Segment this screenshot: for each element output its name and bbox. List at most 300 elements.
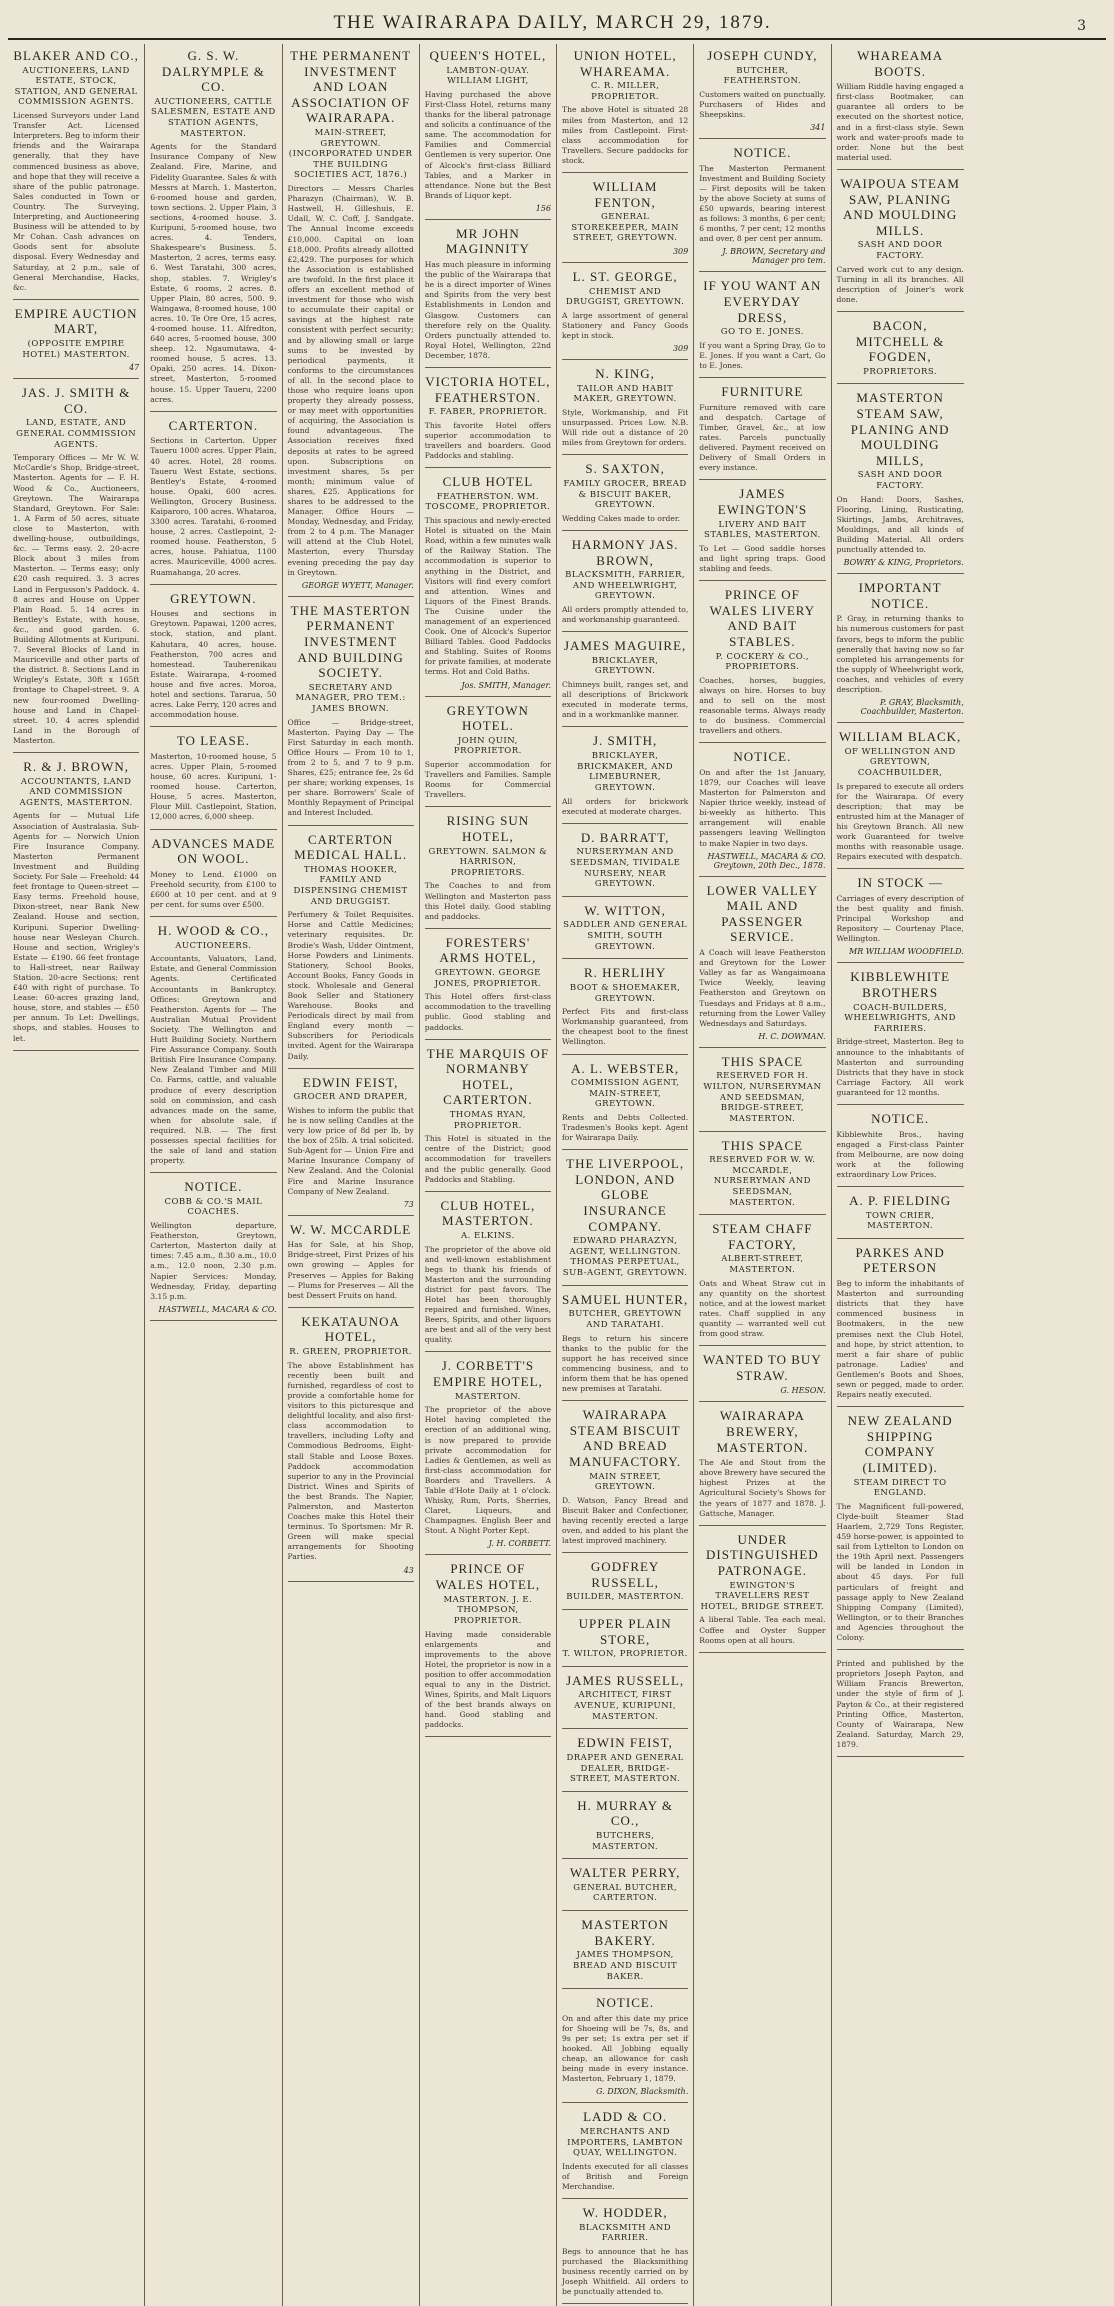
ad-body: Coaches, horses, buggies, always on hire. Horses to buy and to sell on the most reasonable terms. Always ready to do business. Commercial travellers and others.	[699, 675, 826, 736]
advertisement	[425, 809, 551, 928]
ad-heading: NOTICE.	[596, 1995, 655, 2011]
advertisement	[562, 2201, 688, 2304]
ad-subheading: BUTCHER, GREYTOWN AND TARATAHI.	[568, 1309, 682, 1330]
ad-subheading: OF WELLINGTON AND GREYTOWN, COACHBUILDER,	[844, 746, 956, 778]
page-title: THE WAIRARAPA DAILY, MARCH 29, 1879.	[333, 12, 772, 33]
advertisement	[562, 1669, 688, 1729]
ad-heading: A. P. FIELDING	[849, 1193, 952, 1209]
ad-subheading: A. ELKINS.	[460, 1230, 515, 1241]
ad-subheading: F. FABER, PROPRIETOR.	[428, 407, 548, 418]
advertisement	[562, 1057, 688, 1151]
advertisement	[562, 961, 688, 1054]
advertisement	[562, 826, 688, 897]
ad-body: Money to Lend. £1000 on Freehold security, from £100 to £600 at 10 per cent. and at 9 per cent. for sums over £500.	[150, 869, 277, 909]
advertisement	[425, 222, 551, 368]
ad-body: The Coaches to and from Wellington and Masterton pass this Hotel daily. Good stabling and paddocks.	[424, 881, 551, 921]
ad-heading: S. SAXTON,	[585, 461, 665, 477]
ad-body: Begs to announce that he has purchased the Blacksmithing business recently carried on by Joseph Whitfield. All orders to be punctually attended to.	[562, 2246, 689, 2297]
advertisement	[562, 44, 688, 173]
ad-body: On Hand: Doors, Sashes, Flooring, Lining, Rusticating, Skirtings, Jambs, Architraves, Mouldings, and all kinds of Building Material. All orders punctually attended to.	[836, 494, 964, 555]
advertisement	[699, 141, 825, 272]
ad-body: Agents for the Standard Insurance Company of New Zealand. Fire, Marine, and Fidelity Guarantee. Sales & with Messrs at March. 1. Masterton, 6-roomed house and garden, town sections. 2. Upper Plain, 3 sections, 4-roomed house. 3. Kuripuni, 5-roomed house, two acres. 4. Tenders, Shakespeare's Business. 5. Masterton, 2 acres, terms easy. 6. West Taratahi, 300 acres, shop, stables. 7. Wrigley's Estate, 6 rooms, 2 acres. 8. Upper Plain, 80 acres, 500. 9. Waingawa, 8-roomed house, 100 acres. 10. Te Ore Ore, 15 acres, 4-roomed house. 11. Alfredton, 640 acres, 5-roomed house, 300 sheep. 12. Ngaumutawa, 4-roomed house, 5 acres. 13. Opaki, 250 acres. 14. Dixon-street, Masterton, 5-roomed house. 15. Upper Taueru, 2200 acres.	[150, 142, 277, 404]
advertisement	[699, 380, 825, 480]
ad-subheading: MAIN-STREET, GREYTOWN. (INCORPORATED UNDER THE BUILDING SOCIETIES ACT, 1876.)	[288, 127, 413, 181]
ad-body: To Let — Good saddle horses and light spring traps. Good stabling and feeds.	[699, 543, 826, 574]
ad-body: Begs to return his sincere thanks to the public for the support he has received since commencing business, and to inform them that he has opened new premises at Taratahi.	[562, 1333, 689, 1394]
ad-subheading: ACCOUNTANTS, LAND AND COMMISSION AGENTS, MASTERTON.	[19, 776, 133, 808]
advertisement	[425, 931, 551, 1040]
ad-subheading: MAIN STREET, GREYTOWN.	[589, 1471, 661, 1493]
ad-signature: 47	[129, 363, 140, 373]
ad-body: Chimneys built, ranges set, and all descriptions of Brickwork executed in moderate terms, and in a workmanlike manner.	[562, 680, 689, 720]
advertisement	[562, 265, 688, 360]
ad-heading: SAMUEL HUNTER,	[562, 1291, 689, 1307]
ad-heading: WILLIAM FENTON,	[592, 179, 658, 210]
columns	[8, 44, 1106, 2297]
ad-heading: STEAM CHAFF FACTORY,	[712, 1221, 813, 1252]
advertisement	[837, 386, 964, 574]
ad-subheading: FEATHERSTON. WM. TOSCOME, PROPRIETOR.	[425, 491, 551, 513]
ad-signature: 156	[535, 203, 551, 213]
ad-signature: Jos. SMITH, Manager.	[461, 680, 551, 690]
ad-body: Is prepared to execute all orders for the Wairarapa. Of every description; that may be entrusted him at the Manager of his Greytown Branch. All new work Guaranteed for twelve months with reasonable usage. Repairs executed with despatch.	[836, 781, 964, 862]
advertisement	[562, 1555, 688, 1610]
column-6	[694, 44, 831, 2306]
ad-heading: A. L. WEBSTER,	[571, 1060, 680, 1076]
ad-heading: J. SMITH,	[592, 733, 658, 749]
ad-body: P. Gray, in returning thanks to his numerous customers for past favors, begs to inform the public generally that having now so far completed his arrangements for the supply of Wheelwright work, coaches, and vehicles of every description.	[836, 614, 964, 694]
ad-body: Oats and Wheat Straw cut in any quantity on the shortest notice, and at the lowest market rates. Chaff supplied in any quantity — warranted well cut from good straw.	[699, 1278, 826, 1339]
ad-subheading: RESERVED FOR H. WILTON, NURSERYMAN AND SEEDSMAN, BRIDGE-STREET, MASTERTON.	[703, 1071, 822, 1124]
advertisement	[562, 1403, 688, 1553]
ad-heading: WILLIAM BLACK,	[838, 729, 962, 745]
ad-subheading: R. GREEN, PROPRIETOR.	[289, 1347, 412, 1358]
ad-heading: BLAKER AND CO.,	[13, 48, 139, 63]
ad-heading: LOWER VALLEY MAIL AND PASSENGER SERVICE.	[706, 882, 819, 945]
ad-subheading: BUILDER, MASTERTON.	[566, 1592, 684, 1603]
ad-body: If you want a Spring Dray, Go to E. Jones. If you want a Cart, Go to E. Jones.	[699, 340, 826, 371]
ad-body: Office — Bridge-street, Masterton. Paying Day — The First Saturday in each month. Office Hours — From 10 to 1, from 2 to 5, and 7 to 9 p.m. Shares, £25; entrance fee, 2s 6d per share; working expenses, 1s per share. Borrowers' Scale of Monthly Repayment of Principal and Interest Included.	[287, 717, 414, 818]
advertisement	[150, 44, 276, 412]
ad-heading: FORESTERS' ARMS HOTEL,	[439, 934, 537, 966]
ad-body: Carriages of every description of the best quality and finish. Principal Workshop and Repository — Courtenay Place, Wellington.	[836, 893, 964, 944]
ad-heading: WALTER PERRY,	[569, 1865, 681, 1881]
advertisement	[288, 1218, 414, 1308]
ad-subheading: MASTERTON.	[454, 1391, 521, 1402]
ad-heading: KEKATAUNOA HOTEL,	[301, 1313, 400, 1345]
ad-subheading: BUTCHERS, MASTERTON.	[592, 1830, 659, 1852]
ad-signature: 309	[672, 344, 689, 354]
advertisement	[562, 2105, 688, 2199]
ad-heading: THIS SPACE	[721, 1053, 804, 1069]
ad-subheading: LAMBTON-QUAY. WILLIAM LIGHT,	[446, 65, 530, 87]
ad-body: Wellington departure, Featherston, Greytown, Carterton, Masterton daily at times: 7.45 a.m., 8.30 a.m., 10.0 a.m., 12.0 noon, 2.30 p.m. Napier Services: Monday, Wednesday, Friday, departing 3.15 p.m.	[150, 1221, 277, 1301]
advertisement	[837, 725, 964, 869]
ad-subheading: DRAPER AND GENERAL DEALER, BRIDGE-STREET, MASTERTON.	[566, 1752, 684, 1785]
ad-subheading: MERCHANTS AND IMPORTERS, LAMBTON QUAY, WELLINGTON.	[567, 2126, 684, 2159]
advertisement	[562, 362, 688, 455]
ad-body: Bridge-street, Masterton. Beg to announce to the inhabitants of Masterton and surrounding Districts that they have in stock Carriage Factory. All work guaranteed for 12 months.	[836, 1037, 964, 1097]
ad-subheading: THOMAS RYAN, PROPRIETOR.	[449, 1109, 526, 1131]
ad-subheading: TAILOR AND HABIT MAKER, GREYTOWN.	[573, 383, 677, 405]
ad-body: Has much pleasure in informing the public of the Wairarapa that he is a direct importer of Wines and Spirits from the very best Establishments in London and Glasgow. Customers can therefore rely on the Quality. Orders punctually attended to. Royal Hotel, Wellington, 22nd December, 1878.	[424, 260, 551, 360]
ad-heading: QUEEN'S HOTEL,	[429, 48, 547, 63]
ad-heading: NOTICE.	[184, 1179, 243, 1195]
ad-subheading: JAMES THOMPSON, BREAD AND BISCUIT BAKER.	[573, 1950, 678, 1982]
ad-signature: J. BROWN, Secretary and Manager pro tem.	[722, 247, 826, 266]
ad-heading: KIBBLEWHITE BROTHERS	[850, 969, 951, 1000]
ad-heading: THE PERMANENT INVESTMENT AND LOAN ASSOCIATION OF WAIRARAPA.	[290, 48, 412, 126]
ad-body: Superior accommodation for Travellers and Families. Sample Rooms for Commercial Travellers.	[424, 759, 551, 800]
ad-body: Style, Workmanship, and Fit unsurpassed. Prices Low. N.B. Will ride out a distance of 20 miles from Greytown for orders.	[562, 408, 689, 448]
ad-heading: WAIRARAPA BREWERY, MASTERTON.	[716, 1408, 809, 1455]
ad-subheading: GENERAL BUTCHER, CARTERTON.	[573, 1882, 678, 1904]
page-number: 3	[1077, 18, 1086, 34]
ad-body: Has for Sale, at his Shop, Bridge-street, First Prizes of his own growing — Apples for Preserves — Apples for Baking — Plums for Preserves — All the best Dessert Fruits on hand.	[287, 1240, 414, 1300]
advertisement	[562, 1991, 688, 2103]
ad-body: A Coach will leave Featherston and Greytown for the Lower Valley as far as Wangaimoana Twice Weekly, leaving Featherston and Greytown on Tuesdays and Fridays at 8 a.m., returning from the Lower Valley Wednesdays and Saturdays.	[699, 948, 826, 1028]
ad-subheading: SADDLER AND GENERAL SMITH, SOUTH GREYTOWN.	[563, 920, 688, 952]
ad-heading: LADD & CO.	[583, 2109, 668, 2125]
ad-heading: IMPORTANT NOTICE.	[858, 580, 942, 611]
ad-body: Licensed Surveyors under Land Transfer Act. Licensed Interpreters. Beg to inform their friends and the Wairarapa generally, that they have commenced business as above, and hope that they will receive a share of the public patronage. Sales conducted in Town or Country. The Surveying, Interpreting, and Auctioneering Business will be attended to by Mr Cohan. Cash advances on Goods sent for absolute disposal. Every Wednesday and Saturday, at 2 p.m., sale of General Merchandise, Hacks, &c.	[13, 111, 140, 292]
ad-subheading: GREYTOWN. SALMON & HARRISON, PROPRIETORS.	[428, 846, 548, 878]
ad-heading: N. KING,	[595, 366, 655, 382]
advertisement	[425, 44, 551, 220]
ad-subheading: GROCER AND DRAPER,	[293, 1092, 408, 1103]
ad-subheading: ALBERT-STREET, MASTERTON.	[721, 1254, 804, 1276]
ad-heading: R. & J. BROWN,	[23, 759, 129, 774]
ad-body: This favorite Hotel offers superior accommodation to travellers and boarders. Good Paddocks and stabling.	[424, 420, 551, 461]
advertisement	[288, 44, 414, 597]
advertisement	[13, 44, 139, 300]
ad-subheading: STEAM DIRECT TO ENGLAND.	[853, 1477, 947, 1499]
ad-signature: 309	[672, 247, 689, 257]
ad-heading: THIS SPACE	[721, 1137, 804, 1153]
ad-subheading: EDWARD PHARAZYN, AGENT, WELLINGTON. THOMAS PERPETUAL, SUB-AGENT, GREYTOWN.	[562, 1236, 688, 1279]
ad-body: Printed and published by the proprietors Joseph Payton, and William Francis Brewerton, under the style of firm of J. Payton & Co., at their registered Printing Office, Masterton, County of Wairarapa, New Zealand. Saturday, March 29, 1879.	[836, 1659, 964, 1749]
advertisement	[699, 44, 825, 139]
advertisement	[150, 919, 276, 1173]
ad-subheading: BRICKLAYER, GREYTOWN.	[591, 655, 659, 677]
ad-heading: THE MASTERTON PERMANENT INVESTMENT AND BUILDING SOCIETY.	[290, 602, 411, 681]
advertisement	[562, 1913, 688, 1989]
advertisement	[699, 879, 825, 1048]
ad-heading: THE MARQUIS OF NORMANBY HOTEL, CARTERTON.	[426, 1045, 550, 1108]
ad-body: Carved work cut to any design. Turning in all its branches. All description of Joiner's work done.	[836, 264, 964, 304]
ad-body: Directors — Messrs Charles Pharazyn (Chairman), W. B. Hastwell, H. Gilleshuis, E. Udall, W. C. Coff, J. Sandgate. The Annual Income exceeds £10,000. Capital on loan £18,000. Profits already allotted £2,429. The purposes for which the Association is established are twofold. In the first place it offers an excellent method of investment for those who wish to accumulate their capital or savings at the highest rate consistent with perfect security; and by allowing small or large sums to be invested by periodical payments, it conforms to the circumstances of all. In the second place to those who require loans upon property they already possess, or may meet with opportunities of acquiring, the Association is found advantageous. The Association receives fixed deposits at rates to be agreed upon. Subscriptions on investment shares, 5s per month; minimum value of shares, £25. Applications for shares to be addressed to the Manager. Office Hours — Monday, Wednesday, and Friday, from 2 to 4 p.m. The Manager will attend at the Club Hotel, Masterton, every Thursday evening preceding the pay day in Greytown.	[287, 184, 414, 577]
ad-subheading: COMMISSION AGENT, MAIN-STREET, GREYTOWN.	[570, 1078, 680, 1110]
ad-subheading: EWINGTON'S TRAVELLERS REST HOTEL, BRIDGE STREET.	[700, 1580, 825, 1612]
advertisement	[425, 1194, 551, 1353]
ad-subheading: SECRETARY AND MANAGER, PRO TEM.: JAMES BROWN.	[295, 682, 406, 714]
ad-heading: NOTICE.	[733, 749, 792, 765]
ad-heading: EMPIRE AUCTION MART,	[14, 305, 138, 337]
ad-heading: UNDER DISTINGUISHED PATRONAGE.	[706, 1531, 819, 1578]
advertisement	[13, 755, 139, 1051]
ad-heading: EDWIN FEIST,	[577, 1735, 673, 1751]
ad-body: Beg to inform the inhabitants of Masterton and surrounding districts that they have commenced business in Bootmakers, in the new premises next the Club Hotel, and hope, by strict attention, to merit a fair share of public patronage. Ladies' and Gentlemen's Boots and Shoes, sewn or pegged, made to order. Repairs neatly executed.	[836, 1279, 964, 1400]
ad-heading: MASTERTON STEAM SAW, PLANING AND MOULDING MILLS,	[850, 390, 950, 468]
ad-body: Perfect Fits and first-class Workmanship guaranteed, from the cheapest boot to the finest Wellington.	[562, 1007, 689, 1047]
ad-body: The above Establishment has recently been built and furnished, regardless of cost to provide a comfortable home for visitors to this picturesque and delightful locality, and also first-class accommodation to travellers, including Lofty and Commodious Bedrooms, Eight-stall Stable and Loose Boxes. Paddock accommodation superior to any in the Provincial District. Wines and Spirits of the best Brands. The Napier, Palmerston, and Masterton Coaches make this Hotel their terminus. To Sportsmen: Mr R. Green will make special arrangements for Shooting Parties.	[287, 1360, 414, 1562]
ad-signature: H. C. DOWMAN.	[758, 1031, 826, 1041]
advertisement	[562, 1152, 688, 1285]
advertisement	[837, 965, 964, 1105]
advertisement	[150, 1175, 276, 1321]
ad-heading: UPPER PLAIN STORE,	[578, 1616, 672, 1647]
advertisement	[837, 1189, 964, 1239]
ad-heading: W. W. MCCARDLE	[290, 1221, 412, 1237]
advertisement	[425, 470, 551, 696]
advertisement	[837, 1241, 964, 1407]
ad-subheading: RESERVED FOR W. W. MCCARDLE, NURSERYMAN AND SEEDSMAN, MASTERTON.	[709, 1155, 816, 1208]
ad-heading: MASTERTON BAKERY.	[581, 1917, 669, 1948]
ad-heading: ADVANCES MADE ON WOOL.	[151, 835, 276, 867]
advertisement	[837, 576, 964, 723]
ad-heading: H. WOOD & CO.,	[157, 923, 269, 939]
ad-subheading: FAMILY GROCER, BREAD & BISCUIT BAKER, GREYTOWN.	[563, 479, 687, 511]
column-7	[832, 44, 969, 2306]
ad-heading: JOSEPH CUNDY,	[707, 48, 818, 63]
ad-signature: 341	[810, 123, 826, 133]
ad-subheading: GO TO E. JONES.	[720, 327, 804, 338]
ad-body: This Hotel is situated in the centre of the District; good accommodation for travellers and the public generally. Good Paddocks and Stabling.	[424, 1134, 551, 1184]
ad-signature: J. H. CORBETT.	[488, 1539, 551, 1549]
ad-subheading: BUTCHER, FEATHERSTON.	[723, 65, 802, 87]
ad-subheading: BLACKSMITH, FARRIER, AND WHEELWRIGHT, GREYTOWN.	[565, 570, 686, 602]
ad-body: On and after this date my price for Shoeing will be 7s, 8s, and 9s per set; 1s extra per set if hooked. All Jobbing equally cheap, an allowance for cash being made in every instance. Masterton, February 1, 1879.	[562, 2013, 689, 2084]
ad-subheading: JOHN QUIN, PROPRIETOR.	[453, 735, 522, 757]
ad-subheading: P. COCKERY & CO., PROPRIETORS.	[715, 651, 810, 673]
ad-heading: D. BARRATT,	[580, 829, 670, 845]
ad-subheading: TOWN CRIER, MASTERTON.	[865, 1210, 935, 1232]
ad-heading: UNION HOTEL, WHAREAMA.	[573, 48, 677, 79]
advertisement	[699, 745, 825, 876]
advertisement	[562, 1731, 688, 1791]
advertisement	[562, 634, 688, 727]
ad-subheading: PROPRIETORS.	[863, 366, 938, 377]
ad-subheading: COBB & CO.'S MAIL COACHES.	[164, 1196, 263, 1218]
ad-heading: PRINCE OF WALES LIVERY AND BAIT STABLES.	[709, 587, 816, 649]
ad-heading: R. HERLIHY	[584, 965, 667, 981]
ad-heading: G. S. W. DALRYMPLE & CO.	[161, 48, 265, 95]
ad-body: A large assortment of general Stationery and Fancy Goods kept in stock.	[562, 310, 689, 341]
ad-heading: PRINCE OF WALES HOTEL,	[435, 1561, 541, 1593]
ad-heading: GODFREY RUSSELL,	[590, 1559, 660, 1590]
ad-subheading: THOMAS HOOKER, FAMILY AND DISPENSING CHEMIST AND DRUGGIST.	[293, 864, 408, 907]
advertisement	[425, 1042, 551, 1192]
ad-heading: L. ST. GEORGE,	[572, 269, 678, 285]
ad-subheading: COACH-BUILDERS, WHEELWRIGHTS, AND FARRIERS.	[844, 1002, 956, 1034]
advertisement	[699, 583, 825, 743]
ad-body: A liberal Table. Tea each meal. Coffee and Oyster Supper Rooms open at all hours.	[699, 1615, 826, 1645]
ad-signature: HASTWELL, MACARA & CO. Greytown, 20th Dec., 1878.	[707, 851, 826, 870]
advertisement	[562, 457, 688, 531]
masthead	[8, 6, 1106, 40]
ad-heading: WAIRARAPA STEAM BISCUIT AND BREAD MANUFACTORY.	[569, 1407, 682, 1469]
ad-body: The above Hotel is situated 28 miles from Masterton, and 12 miles from Castlepoint. First-class accommodation for Travellers. Secure paddocks for stock.	[562, 105, 689, 165]
ad-body: Rents and Debts Collected. Tradesmen's Books kept. Agent for Wairarapa Daily.	[562, 1112, 689, 1143]
ad-signature: G. HESON.	[780, 1386, 826, 1396]
ad-body: Sections in Carterton. Upper Taueru 1000 acres. Upper Plain, 40 acres. Hotel, 28 rooms. Taueru West Estate, sections. Bentley's Estate, 4-roomed house. Opaki, 600 acres. Wellington, Grocery Business. Kaiparoro, 100 acres. Whataroa, 3300 acres. Taratahi, 6-roomed house, 2 acres. Castlepoint, 2-roomed house. Featherston, 5 acres, house. Pahiatua, 1100 acres. Mauriceville, 4000 acres. Ruamahanga, 20 acres.	[150, 436, 277, 577]
ad-body: Wedding Cakes made to order.	[562, 513, 681, 523]
ad-heading: WAIPOUA STEAM SAW, PLANING AND MOULDING MILLS.	[840, 175, 960, 238]
ad-body: Having made considerable enlargements and improvements to the above Hotel, the proprietor is now in a position to offer accommodation equal to any in the District. Wines, Spirits, and Malt Liquors of the best brands always on hand. Good stabling and paddocks.	[424, 1629, 551, 1730]
ad-heading: RISING SUN HOTEL,	[446, 813, 530, 844]
advertisement	[837, 871, 964, 963]
advertisement	[837, 44, 964, 170]
ad-body: Indents executed for all classes of British and Foreign Merchandise.	[562, 2161, 689, 2192]
advertisement	[699, 1404, 825, 1525]
ad-heading: CARTERTON.	[168, 417, 259, 433]
column-5	[557, 44, 694, 2306]
advertisement	[425, 699, 551, 808]
ad-body: The proprietor of the above Hotel having completed the erection of an additional wing, is now prepared to provide private accommodation for Ladies & Gentlemen, as well as first-class accommodation for Boarders and Travellers. A Table d'Hote Daily at 1 o'clock. Whisky, Rum, Ports, Sherries, Claret, Liqueurs, and Champagnes. English Beer and Stout. A Night Porter Kept.	[424, 1405, 551, 1536]
advertisement	[699, 1528, 825, 1653]
ad-body: Houses and sections in Greytown. Papawai, 1200 acres, stock, station, and plant. Kahutara, 40 acres, house. Featherston, 700 acres and homestead. Tauherenikau Estate. Wairarapa, 4-roomed house and five acres. Moroa, hotel and sections. Tararua, 50 acres. Lake Ferry, 120 acres and accommodation house.	[150, 609, 277, 720]
advertisement	[837, 1107, 964, 1187]
advertisement	[699, 1050, 825, 1132]
ad-heading: J. CORBETT'S EMPIRE HOTEL,	[432, 1358, 543, 1390]
ad-heading: NOTICE.	[871, 1110, 930, 1126]
ad-heading: FURNITURE	[721, 384, 804, 400]
ad-heading: H. MURRAY & CO.,	[577, 1797, 673, 1829]
ad-heading: MR JOHN MAGINNITY	[445, 225, 530, 257]
ad-subheading: LAND, ESTATE, AND GENERAL COMMISSION AGENTS.	[16, 418, 137, 450]
advertisement	[562, 1612, 688, 1667]
ad-body: All orders for brickwork executed at moderate charges.	[562, 796, 689, 816]
ad-heading: CARTERTON MEDICAL HALL.	[294, 831, 408, 863]
advertisement	[13, 302, 139, 379]
column-4	[420, 44, 557, 2306]
ad-body: Masterton, 10-roomed house, 5 acres. Upper Plain, 5-roomed house, 60 acres. Kuripuni, 1-roomed house. Carterton, House, 5 acres. Masterton, Flour Mill. Castlepoint, Station, 12,000 acres, 6,000 sheep.	[150, 751, 277, 822]
ad-body: Furniture removed with care and despatch. Cartage of Timber, Gravel, &c., at low rates. Parcels punctually delivered. Payment received on Delivery of Small Orders in every instance.	[699, 402, 826, 473]
ad-body: Accountants, Valuators, Land, Estate, and General Commission Agents. Certificated Accountants in Bankruptcy. Offices: Greytown and Featherston. Agents for — The Australian Mutual Provident Society. The Wellington and Hutt Building Society. Northern Fire Assurance Company. South British Fire Insurance Company. New Zealand Timber and Mill Co. Farms, cattle, and valuable produce of every description sold on commission, and cash advances made on the same, when for absolute sale, if required. N.B. — The first possesses special facilities for the sale of land and station property.	[150, 954, 277, 1166]
ad-heading: IN STOCK —	[857, 875, 943, 891]
ad-body: Temporary Offices — Mr W. W. McCardle's Shop, Bridge-street, Masterton. Agents for — F. H. Wood & Co., Auctioneers, Greytown. The Wairarapa Standard, Greytown. For Sale: 1. A Farm of 50 acres, situate close to Masterton, with dwelling-house, outbuildings, &c. — Terms easy. 2. 20-acre Block about 3 miles from Masterton. — Terms easy; only £20 cash required. 3. 3 acres Land in Fergusson's Paddock. 4. 8 acres and House on Upper Plain Road. 5. 14 acres in Bentley's Estate, with house, &c., and good garden. 6. Building Allotments at Kuripuni. 7. Several Blocks of Land in Mauriceville and other parts of the district. 8. Sections Land in Wrigley's Estate, 30ft x 165ft frontage to Chapel-street. 9. A new four-roomed Dwelling-house and Land in Chapel-street. 10. 4 acres splendid Land in the Borough of Masterton.	[13, 453, 140, 745]
ad-heading: GREYTOWN.	[170, 590, 257, 606]
ad-heading: TO LEASE.	[176, 733, 250, 749]
advertisement	[699, 482, 825, 581]
advertisement	[837, 172, 964, 312]
ad-subheading: ARCHITECT, FIRST AVENUE, KURIPUNI, MASTERTON.	[574, 1690, 677, 1722]
ad-body: The Masterton Permanent Investment and Building Society — First deposits will be taken by the above Society at sums of £50 upwards, bearing interest as follows: 3 months, 6 per cent; 6 months, 7 per cent; 12 months and over, 8 per cent per annum.	[699, 163, 826, 244]
ad-subheading: GREYTOWN. GEORGE JONES, PROPRIETOR.	[434, 967, 542, 989]
ad-heading: WHAREAMA BOOTS.	[857, 48, 944, 79]
advertisement	[425, 1557, 551, 1737]
advertisement	[699, 1348, 825, 1402]
ad-body: William Riddle having engaged a first-class Bootmaker, can guarantee all orders to be executed on the shortest notice, and in a first-class style. Sewn work and water-proofs made to order. None but the best material used.	[836, 82, 964, 162]
ad-subheading: AUCTIONEERS.	[175, 940, 252, 951]
ad-body: Agents for — Mutual Life Association of Australasia. Sub-Agents for — Norwich Union Fire Insurance Company. Masterton Permanent Investment and Building Society. For Sale — Freehold: 44 feet frontage to Queen-street — Easy terms. Freehold house, Dixon-street, near Bank New Zealand. House and section, Kuripuni. Superior Dwelling-house near Wesleyan Church. House and section, Wrigley's Estate — £190. 66 feet frontage to Hall-street, near Railway Station. 20-acre Sections; rent £40 with right of purchase. To Lease: 60-acres grazing land, house, store, and stables — £50 per annum. To Let: Dwellings, shops, and stables. Houses to let.	[13, 811, 140, 1043]
ad-heading: THE LIVERPOOL, LONDON, AND GLOBE INSURANCE COMPANY.	[566, 1156, 685, 1234]
advertisement	[562, 1861, 688, 1911]
ad-body: This spacious and newly-erected Hotel is situated on the Main Road, within a few minutes walk of the Railway Station. The accommodation is superior to anything in the District, and Visitors will find every comfort and attention. Wines and Liquors of the Finest Brands. The Cuisine under the management of an experienced Cook. One of Alcock's Superior Billiard Tables. Good Paddocks and Stabling. Suites of Rooms for private families, at moderate terms. Hot and Cold Baths.	[424, 516, 551, 677]
ad-subheading: T. WILTON, PROPRIETOR.	[562, 1649, 688, 1660]
advertisement	[837, 314, 964, 384]
advertisement	[288, 1310, 414, 1582]
ad-heading: GREYTOWN HOTEL.	[446, 702, 529, 734]
ad-heading: JAMES MAGUIRE,	[563, 638, 687, 654]
ad-heading: BACON, MITCHELL & FOGDEN,	[855, 317, 945, 365]
ad-body: Kibblewhite Bros., having engaged a First-class Painter from Melbourne, are now doing work at the following extraordinary Low Prices.	[836, 1129, 964, 1179]
ad-subheading: SASH AND DOOR FACTORY.	[857, 470, 943, 491]
ad-body: All orders promptly attended to, and workmanship guaranteed.	[562, 605, 689, 625]
ad-body: This Hotel offers first-class accommodation to the travelling public. Good stabling and paddocks.	[424, 992, 551, 1032]
advertisement	[13, 381, 139, 753]
advertisement	[288, 828, 414, 1069]
ad-heading: EDWIN FEIST,	[302, 1074, 399, 1090]
column-1	[8, 44, 145, 2306]
ad-signature: MR WILLIAM WOODFIELD.	[849, 947, 964, 957]
ad-heading: NOTICE.	[733, 145, 792, 161]
advertisement	[562, 1794, 688, 1859]
advertisement	[837, 1652, 964, 1757]
advertisement	[150, 414, 276, 585]
ad-heading: W. HODDER,	[582, 2205, 668, 2221]
ad-subheading: BRICKLAYER, BRICKMAKER, AND LIMEBURNER, GREYTOWN.	[577, 751, 674, 793]
advertisement	[699, 1217, 825, 1346]
ad-body: Customers waited on punctually. Purchasers of Hides and Sheepskins.	[699, 89, 826, 120]
advertisement	[699, 274, 825, 378]
advertisement	[150, 587, 276, 728]
ad-body: D. Watson, Fancy Bread and Biscuit Baker and Confectioner, having recently erected a large oven, and added to his plant the latest improved machinery.	[562, 1495, 689, 1546]
ad-heading: WANTED TO BUY STRAW.	[703, 1352, 822, 1383]
ad-body: Perfumery & Toilet Requisites. Horse and Cattle Medicines; veterinary requisites. Dr. Brodie's Wash, Udder Ointment, Horse Powders and Liniments. Stationery, School Books, Account Books, Fancy Goods in stock. Wholesale and General Book Seller and Stationery Warehouse. Books and Periodicals direct by mail from England every month — Subscribers for Periodicals invited. Agent for the Wairarapa Daily.	[287, 910, 414, 1061]
advertisement	[150, 832, 276, 918]
ad-heading: IF YOU WANT AN EVERYDAY DRESS,	[703, 278, 822, 325]
ad-signature: 43	[403, 1565, 414, 1575]
ad-subheading: AUCTIONEERS, LAND ESTATE, STOCK, STATION, AND GENERAL COMMISSION AGENTS.	[14, 65, 138, 108]
ad-subheading: MASTERTON. J. E. THOMPSON, PROPRIETOR.	[443, 1594, 533, 1626]
ad-subheading: AUCTIONEERS, CATTLE SALESMEN, ESTATE AND STATION AGENTS, MASTERTON.	[151, 96, 276, 139]
ad-body: On and after the 1st January, 1879, our Coaches will leave Masterton for Palmerston and Napier thrice weekly, instead of bi-weekly as hitherto. This arrangement will enable passengers leaving Wellington to make Napier in two days.	[699, 767, 826, 848]
ad-body: The Magnificent full-powered, Clyde-built Steamer Stad Haarlem, 2,729 Tons Register, 459 horse-power, is appointed to sail from Lyttelton to London on the 19th April next. Passengers will be landed in London in about 45 days. For full particulars of freight and passage apply to New Zealand Shipping Company (Limited), Wellington, or to their Branches and Agencies throughout the Colony.	[836, 1501, 964, 1643]
advertisement	[562, 1288, 688, 1401]
ad-subheading: C. R. MILLER, PROPRIETOR.	[590, 81, 660, 102]
ad-heading: JAS. J. SMITH & CO.	[21, 385, 131, 416]
ad-body: The Ale and Stout from the above Brewery have secured the highest Prizes at the Agricultural Society's Shows for the years of 1877 and 1878. J. Gattsche, Manager.	[699, 1458, 826, 1518]
ad-heading: HARMONY JAS. BROWN,	[571, 536, 679, 568]
advertisement	[837, 1409, 964, 1650]
advertisement	[562, 729, 688, 823]
ad-heading: CLUB HOTEL, MASTERTON.	[440, 1197, 536, 1229]
ad-heading: W. WITTON,	[584, 902, 666, 918]
advertisement	[562, 899, 688, 959]
ad-subheading: BOOT & SHOEMAKER, GREYTOWN.	[569, 982, 681, 1004]
advertisement	[699, 1134, 825, 1216]
ad-subheading: SASH AND DOOR FACTORY.	[857, 240, 943, 261]
ad-subheading: BLACKSMITH AND FARRIER.	[579, 2222, 672, 2244]
ad-body: Having purchased the above First-Class Hotel, returns many thanks for the liberal patronage and solicits a continuance of the same. The accommodation for Families and Commercial Gentlemen is very superior. One of Alcock's first-class Billiard Tables, and a Marker in attendance. None but the Best Brands of Liquor kept.	[424, 89, 551, 200]
ad-signature: GEORGE WYETT, Manager.	[301, 580, 414, 590]
ad-subheading: GENERAL STOREKEEPER, MAIN STREET, GREYTOWN.	[571, 212, 679, 244]
ad-heading: PARKES AND PETERSON	[855, 1244, 945, 1276]
column-2	[145, 44, 282, 2306]
ad-signature: G. DIXON, Blacksmith.	[596, 2087, 689, 2097]
ad-subheading: (OPPOSITE EMPIRE HOTEL) MASTERTON.	[22, 338, 130, 360]
ad-signature: 73	[403, 1199, 414, 1209]
ad-subheading: LIVERY AND BAIT STABLES, MASTERTON.	[704, 519, 821, 541]
ad-signature: P. GRAY, Blacksmith, Coachbuilder, Masterton.	[860, 698, 964, 717]
advertisement	[425, 370, 551, 468]
ad-subheading: NURSERYMAN AND SEEDSMAN, TIVIDALE NURSERY, NEAR GREYTOWN.	[569, 847, 681, 890]
advertisement	[288, 599, 414, 826]
ad-signature: BOWRY & KING, Proprietors.	[843, 558, 964, 568]
column-3	[283, 44, 420, 2306]
ad-body: Wishes to inform the public that he is now selling Candles at the very low price of 8d per lb, by the box of 25lb. A trial solicited. Sub-Agent for — Union Fire and Marine Insurance Company of New Zealand. And the Colonial Fire and Marine Insurance Company of New Zealand.	[287, 1105, 414, 1196]
